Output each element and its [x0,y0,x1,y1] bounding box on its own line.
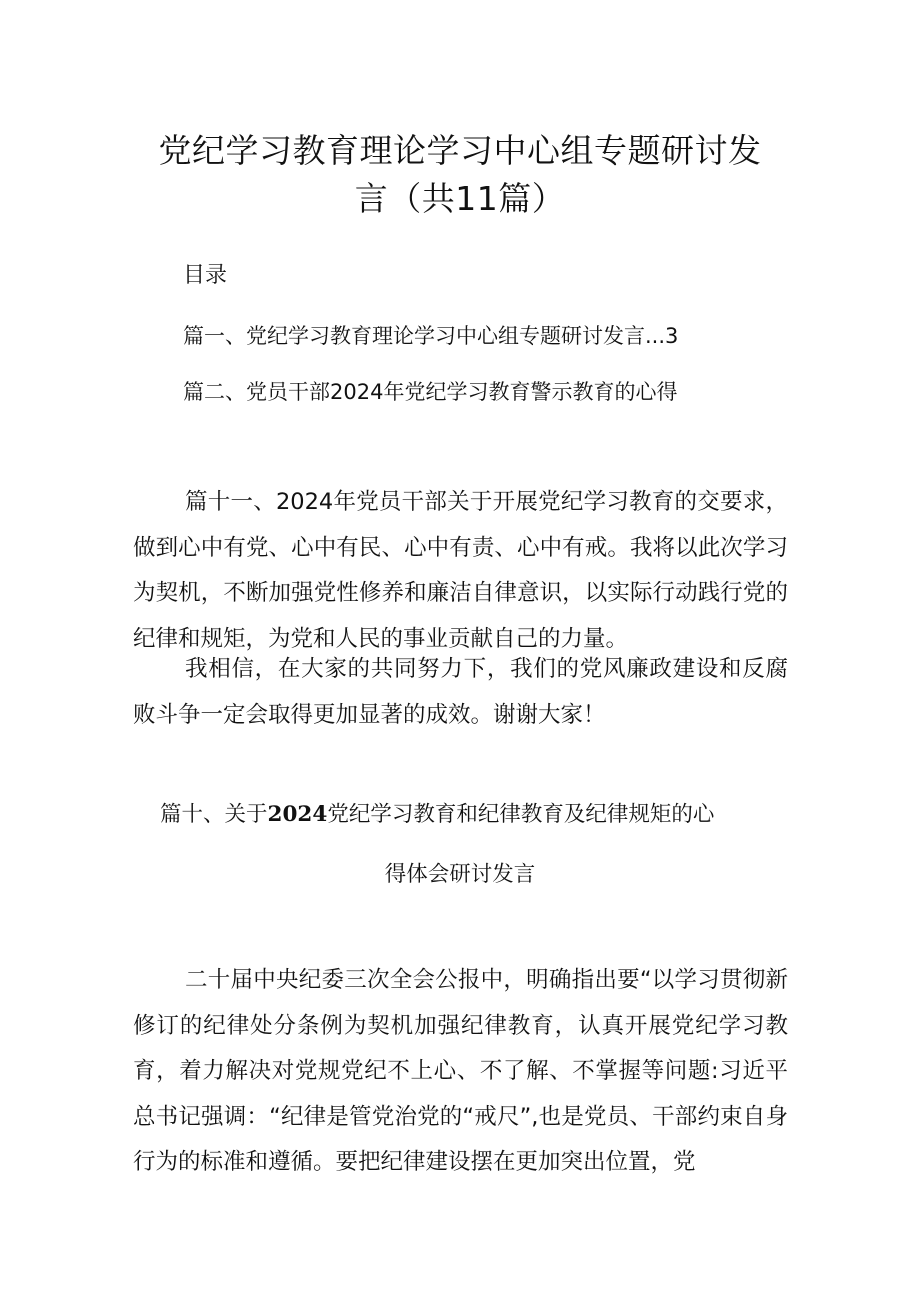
document-title-line2: 言（共11篇） [354,179,566,218]
toc-item-2[interactable]: 篇二、党员干部2024年党纪学习教育警示教育的心得 [183,380,678,404]
section-eleven-paragraph-1: 篇十一、2024年党员干部关于开展党纪学习教育的交要求，做到心中有党、心中有民、心中有责、心中有戒。我将以此次学习为契机，不断加强党性修养和廉洁自律意识，以实际行动践行党的纪律和规矩，为党和人民的事业贡献自己的力量。 [133,489,788,652]
section-eleven-paragraph-2: 我相信，在大家的共同努力下，我们的党风廉政建设和反腐败斗争一定会取得更加显著的成效。谢谢大家！ [133,656,788,728]
section-ten-heading-suffix: 党纪学习教育和纪律教育及纪律规矩的心 [327,802,715,827]
section-ten-heading [160,797,760,833]
section-ten-heading-prefix: 篇十、关于 [160,802,268,827]
toc-label: 目录 [183,263,228,288]
section-ten-heading-year: 2024 [267,802,328,827]
toc-item-1[interactable]: 篇一、党纪学习教育理论学习中心组专题研讨发言...3 [183,324,679,348]
section-ten-heading-line2: 得体会研讨发言 [384,862,536,887]
section-ten-paragraph-1: 二十届中央纪委三次全会公报中，明确指出要“以学习贯彻新修订的纪律处分条例为契机加强纪律教育，认真开展党纪学习教育，着力解决对党规党纪不上心、不了解、不掌握等问题:习近平总书记强调：“纪律是管党治党的“戒尺”,也是党员、干部约束自身行为的标准和遵循。要把纪律建设摆在更加突出位置，党 [133,967,788,1175]
document-title-line1: 党纪学习教育理论学习中心组专题研讨发 [158,131,762,170]
